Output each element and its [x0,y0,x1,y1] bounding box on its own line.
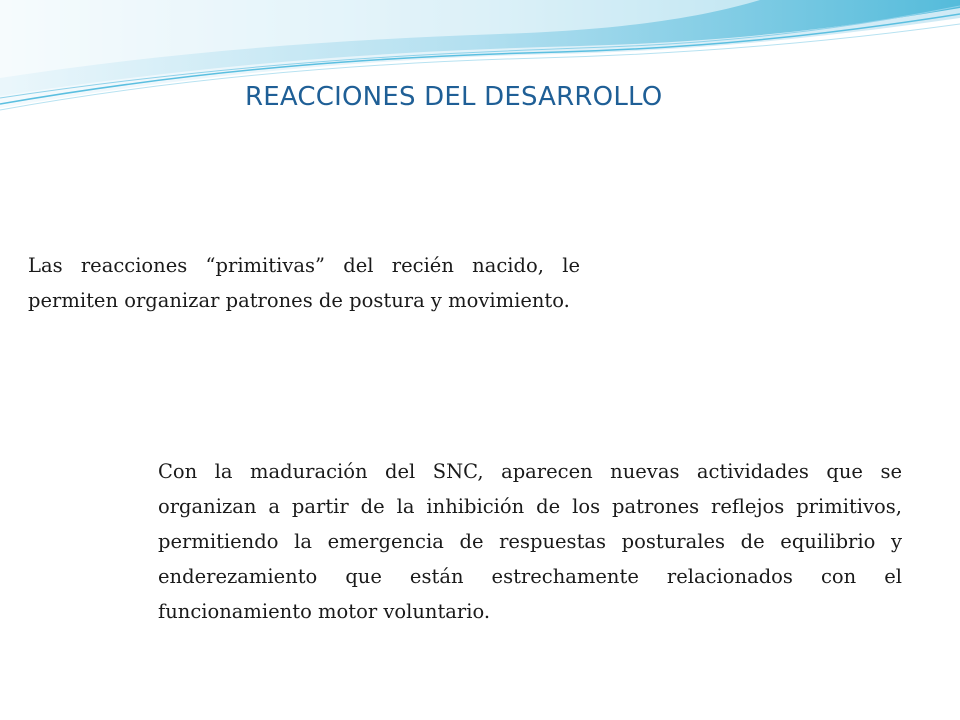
paragraph-maturation-snc: Con la maduración del SNC, aparecen nuevas actividades que se organizan a partir de la inhibición de los patrones reflejos primitivos, permitiendo la emergencia de respuestas posturales de equilibrio y enderezamiento que están estrechamente relacionados con el funcionamiento motor voluntario. [158,459,902,623]
slide-title-text: REACCIONES DEL DESARROLLO [245,82,663,112]
paragraph-primitive-reactions: Las reacciones “primitivas” del recién nacido, le permiten organizar patrones de postura y movimiento. [28,253,580,312]
